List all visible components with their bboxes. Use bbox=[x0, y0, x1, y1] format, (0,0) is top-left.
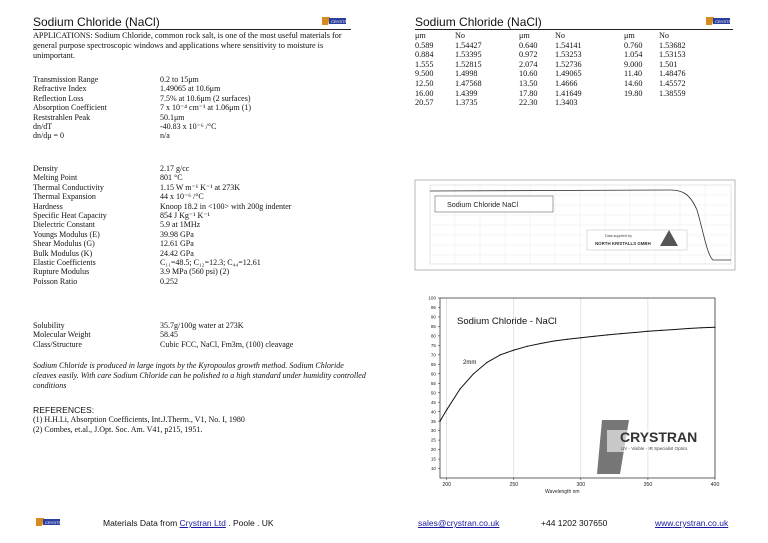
y-tick-label: 35 bbox=[430, 418, 436, 424]
data-point bbox=[439, 421, 440, 422]
table-cell: 1.53682 bbox=[659, 40, 686, 50]
y-tick-label: 10 bbox=[430, 466, 436, 472]
transmission-overview-chart bbox=[415, 180, 735, 270]
property-label: Elastic Coefficients bbox=[33, 258, 96, 268]
property-value: 2.17 g/cc bbox=[160, 164, 190, 173]
table-cell: 10.60 bbox=[519, 69, 538, 79]
table-cell: 1.48476 bbox=[659, 69, 686, 79]
property-row bbox=[33, 340, 293, 349]
property-label: Youngs Modulus (E) bbox=[33, 229, 100, 239]
property-label: Transmission Range bbox=[33, 75, 99, 84]
table-header: No bbox=[455, 31, 466, 40]
table-cell: 1.54141 bbox=[555, 40, 582, 50]
series-label: 2mm bbox=[463, 360, 477, 366]
property-row bbox=[33, 164, 291, 173]
property-value: 50.1μm bbox=[160, 112, 185, 122]
y-tick-label: 30 bbox=[430, 428, 436, 434]
property-value: 801 °C bbox=[160, 173, 183, 183]
chemical-properties bbox=[33, 321, 293, 349]
property-label: Bulk Modulus (K) bbox=[33, 248, 93, 258]
title-rule-right bbox=[415, 29, 733, 30]
table-cell: 14.60 bbox=[624, 78, 643, 88]
data-point bbox=[540, 343, 541, 344]
table-header: No bbox=[659, 31, 670, 40]
chart-title: Sodium Chloride - NaCl bbox=[457, 316, 557, 327]
property-label: Dielectric Constant bbox=[33, 220, 95, 230]
property-row bbox=[33, 220, 291, 229]
property-label: Refractive Index bbox=[33, 84, 87, 94]
table-cell: 9.000 bbox=[624, 59, 643, 69]
data-point bbox=[567, 339, 568, 340]
title-rule-left bbox=[33, 29, 351, 30]
svg-text:CRYSTRAN: CRYSTRAN bbox=[715, 19, 737, 24]
property-value: C₁₁=48.5; C₁₂=12.3; C₄₄=12.61 bbox=[160, 258, 261, 268]
table-cell: 1.52815 bbox=[455, 59, 482, 69]
property-row bbox=[33, 277, 291, 286]
table-cell: 1.53153 bbox=[659, 50, 686, 60]
property-row bbox=[33, 75, 251, 84]
property-value: -40.83 x 10⁻⁶ /°C bbox=[160, 122, 217, 132]
property-row bbox=[33, 183, 291, 192]
table-cell: 11.40 bbox=[624, 69, 643, 79]
table-header: μm bbox=[415, 31, 426, 40]
property-value: n/a bbox=[160, 131, 170, 141]
property-value: 58.45 bbox=[160, 330, 178, 340]
property-value: 0.2 to 15μm bbox=[160, 75, 199, 84]
page-title-left: Sodium Chloride (NaCl) bbox=[33, 15, 160, 29]
optical-properties bbox=[33, 75, 251, 141]
property-value: 39.98 GPa bbox=[160, 229, 194, 239]
svg-text:CRYSTRAN: CRYSTRAN bbox=[45, 520, 67, 525]
data-point bbox=[607, 334, 608, 335]
table-cell: 1.054 bbox=[624, 50, 643, 60]
data-point bbox=[527, 346, 528, 347]
property-row bbox=[33, 103, 251, 112]
overview-chart-title: Sodium Chloride NaCl bbox=[447, 200, 519, 209]
table-cell: 1.45572 bbox=[659, 78, 686, 88]
data-supplier-label: Data supplied by bbox=[605, 234, 632, 238]
y-tick-label: 85 bbox=[430, 324, 436, 330]
property-value: 24.42 GPa bbox=[160, 248, 194, 258]
property-value: 12.61 GPa bbox=[160, 239, 194, 249]
uv-transmission-chart bbox=[415, 292, 735, 502]
property-label: Rupture Modulus bbox=[33, 267, 90, 277]
property-row bbox=[33, 84, 251, 93]
data-point bbox=[674, 329, 675, 330]
y-tick-label: 20 bbox=[430, 447, 436, 453]
property-value: 1.15 W m⁻¹ K⁻¹ at 273K bbox=[160, 182, 241, 192]
table-cell: 1.4399 bbox=[455, 88, 478, 98]
data-point bbox=[513, 350, 514, 351]
property-label: Class/Structure bbox=[33, 339, 82, 349]
table-cell: 0.640 bbox=[519, 40, 538, 50]
property-value: 44 x 10⁻⁶ /°C bbox=[160, 192, 204, 202]
y-tick-label: 90 bbox=[430, 314, 436, 320]
x-tick-label: 250 bbox=[509, 482, 519, 488]
table-cell: 1.53253 bbox=[555, 50, 582, 60]
table-row bbox=[415, 89, 699, 99]
property-value: 35.7g/100g water at 273K bbox=[160, 321, 244, 330]
property-row bbox=[33, 330, 293, 339]
property-label: Specific Heat Capacity bbox=[33, 211, 107, 221]
physical-properties bbox=[33, 164, 291, 286]
y-tick-label: 95 bbox=[430, 305, 436, 311]
applications-text: APPLICATIONS: Sodium Chloride, common rock salt, is one of the most useful materials for general purpose spectroscopic windows and applications where sensitivity to moisture is unimportant. bbox=[33, 31, 342, 60]
property-label: Reflection Loss bbox=[33, 93, 84, 103]
property-row bbox=[33, 202, 291, 211]
reference-item: (2) Combes, et.al., J.Opt. Soc. Am. V41, p215, 1951. bbox=[33, 425, 203, 434]
data-point bbox=[661, 330, 662, 331]
property-label: dn/dμ = 0 bbox=[33, 131, 65, 141]
table-cell: 13.50 bbox=[519, 78, 538, 88]
property-value: 7 x 10⁻⁴ cm⁻¹ at 1.06μm (1) bbox=[160, 103, 252, 113]
x-tick-label: 400 bbox=[710, 482, 720, 488]
y-tick-label: 40 bbox=[430, 409, 436, 415]
table-cell: 1.38559 bbox=[659, 88, 686, 98]
y-tick-label: 70 bbox=[430, 352, 436, 358]
property-label: Molecular Weight bbox=[33, 330, 91, 340]
data-point bbox=[594, 336, 595, 337]
table-cell: 20.57 bbox=[415, 98, 434, 108]
property-value: 1.49065 at 10.6μm bbox=[160, 84, 221, 94]
footer-credit bbox=[103, 518, 274, 528]
x-axis-label: Wavelength nm bbox=[545, 489, 580, 495]
property-label: Solubility bbox=[33, 321, 65, 330]
crystran-logo-icon bbox=[36, 517, 67, 527]
table-cell: 22.30 bbox=[519, 98, 538, 108]
property-label: Poisson Ratio bbox=[33, 276, 78, 286]
property-value: 3.9 MPa (560 psi) (2) bbox=[160, 267, 230, 277]
table-cell: 1.4666 bbox=[555, 78, 578, 88]
table-cell: 0.972 bbox=[519, 50, 538, 60]
y-tick-label: 55 bbox=[430, 380, 436, 386]
brand-tagline: UV - Visible - IR Specialist Optics bbox=[621, 446, 688, 451]
property-row bbox=[33, 113, 251, 122]
table-cell bbox=[624, 98, 659, 108]
table-row bbox=[415, 69, 699, 79]
data-point bbox=[500, 354, 501, 355]
table-row bbox=[415, 79, 699, 89]
property-row bbox=[33, 321, 293, 330]
y-tick-label: 80 bbox=[430, 333, 436, 339]
property-row bbox=[33, 173, 291, 182]
data-point bbox=[714, 327, 715, 328]
data-point bbox=[486, 362, 487, 363]
table-header: μm bbox=[519, 31, 530, 40]
data-point bbox=[647, 331, 648, 332]
references-heading: REFERENCES: bbox=[33, 405, 95, 415]
table-cell: 1.52736 bbox=[555, 59, 582, 69]
references bbox=[33, 405, 368, 435]
table-cell: 17.80 bbox=[519, 88, 538, 98]
y-tick-label: 60 bbox=[430, 371, 436, 377]
table-cell: 16.00 bbox=[415, 88, 434, 98]
table-cell: 12.50 bbox=[415, 78, 434, 88]
y-tick-label: 75 bbox=[430, 342, 436, 348]
data-point bbox=[580, 337, 581, 338]
data-point bbox=[634, 332, 635, 333]
property-row bbox=[33, 258, 291, 267]
y-tick-label: 15 bbox=[430, 456, 436, 462]
data-point bbox=[688, 328, 689, 329]
table-cell: 1.4998 bbox=[455, 69, 478, 79]
crystran-link[interactable]: Crystran Ltd bbox=[179, 518, 226, 528]
transmission-series-line bbox=[440, 327, 715, 421]
website-link[interactable]: www.crystran.co.uk bbox=[655, 518, 729, 528]
table-cell: 1.3735 bbox=[455, 98, 478, 108]
y-tick-label: 65 bbox=[430, 361, 436, 367]
crystran-brand-block bbox=[597, 420, 707, 474]
table-cell: 19.80 bbox=[624, 88, 643, 98]
data-point bbox=[553, 340, 554, 341]
table-cell: 1.41649 bbox=[555, 88, 582, 98]
email-link[interactable]: sales@crystran.co.uk bbox=[418, 518, 500, 528]
table-row bbox=[415, 60, 699, 70]
x-tick-label: 350 bbox=[643, 482, 653, 488]
property-value: 5.9 at 1MHz bbox=[160, 220, 201, 230]
crystran-logo-icon bbox=[322, 16, 353, 26]
table-cell: 0.760 bbox=[624, 40, 643, 50]
property-label: Thermal Expansion bbox=[33, 192, 96, 202]
table-cell: 1.3403 bbox=[555, 98, 578, 108]
property-row bbox=[33, 192, 291, 201]
footer-suffix: . Poole . UK bbox=[228, 518, 274, 528]
data-point bbox=[620, 333, 621, 334]
y-tick-label: 50 bbox=[430, 390, 436, 396]
property-row bbox=[33, 267, 291, 276]
property-label: Hardness bbox=[33, 201, 63, 211]
property-value: Knoop 18.2 in <100> with 200g indenter bbox=[160, 201, 292, 211]
y-tick-label: 100 bbox=[428, 295, 436, 301]
property-value: 0.252 bbox=[160, 276, 178, 286]
table-cell: 1.501 bbox=[659, 59, 678, 69]
y-tick-label: 45 bbox=[430, 399, 436, 405]
table-cell: 1.54427 bbox=[455, 40, 482, 50]
table-row bbox=[415, 41, 699, 51]
reference-item: (1) H.H.Li, Absorption Coefficients, Int.J.Therm., V1, No. I, 1980 bbox=[33, 415, 245, 424]
property-value: 854 J Kg⁻¹ K⁻¹ bbox=[160, 211, 210, 221]
table-header: μm bbox=[624, 31, 635, 40]
property-label: Shear Modulus (G) bbox=[33, 239, 95, 249]
table-header: No bbox=[555, 31, 566, 40]
growth-note: Sodium Chloride is produced in large ingots by the Kyropoulos growth method. Sodium Chloride cleaves easily. With care Sodium Chloride can be polished to a high standard under humidity controlled conditions bbox=[33, 361, 366, 390]
data-point bbox=[460, 388, 461, 389]
footer-prefix: Materials Data from bbox=[103, 518, 178, 528]
table-cell: 0.589 bbox=[415, 40, 434, 50]
data-supplier-name: NORTH KRISTALLS GMBH bbox=[595, 241, 651, 246]
property-row bbox=[33, 211, 291, 220]
table-row bbox=[415, 50, 699, 60]
refractive-index-table bbox=[415, 31, 699, 108]
property-row bbox=[33, 239, 291, 248]
property-row bbox=[33, 230, 291, 239]
property-row bbox=[33, 249, 291, 258]
table-cell: 1.49065 bbox=[555, 69, 582, 79]
property-label: Reststrahlen Peak bbox=[33, 112, 91, 122]
property-row bbox=[33, 131, 251, 140]
x-tick-label: 300 bbox=[576, 482, 586, 488]
phone-number: +44 1202 307650 bbox=[541, 518, 608, 528]
property-label: Thermal Conductivity bbox=[33, 182, 104, 192]
property-label: Melting Point bbox=[33, 173, 78, 183]
x-tick-label: 200 bbox=[442, 482, 452, 488]
property-label: Density bbox=[33, 164, 58, 173]
table-cell: 1.53395 bbox=[455, 50, 482, 60]
property-value: 7.5% at 10.6μm (2 surfaces) bbox=[160, 93, 251, 103]
brand-name: CRYSTRAN bbox=[620, 429, 698, 445]
property-row bbox=[33, 94, 251, 103]
table-cell: 0.884 bbox=[415, 50, 434, 60]
property-label: dn/dT bbox=[33, 122, 53, 132]
data-point bbox=[446, 409, 447, 410]
table-row bbox=[415, 98, 699, 108]
table-cell: 1.555 bbox=[415, 59, 434, 69]
table-cell: 1.47568 bbox=[455, 78, 482, 88]
table-cell bbox=[659, 98, 699, 108]
table-cell: 2.074 bbox=[519, 59, 538, 69]
property-label: Absorption Coefficient bbox=[33, 103, 107, 113]
table-cell: 9.500 bbox=[415, 69, 434, 79]
property-value: Cubic FCC, NaCl, Fm3m, (100) cleavage bbox=[160, 339, 294, 349]
svg-text:CRYSTRAN: CRYSTRAN bbox=[331, 19, 353, 24]
crystran-logo-icon bbox=[706, 16, 737, 26]
property-row bbox=[33, 122, 251, 131]
y-tick-label: 25 bbox=[430, 437, 436, 443]
page-title-right: Sodium Chloride (NaCl) bbox=[415, 15, 542, 29]
data-point bbox=[473, 373, 474, 374]
data-point bbox=[701, 327, 702, 328]
